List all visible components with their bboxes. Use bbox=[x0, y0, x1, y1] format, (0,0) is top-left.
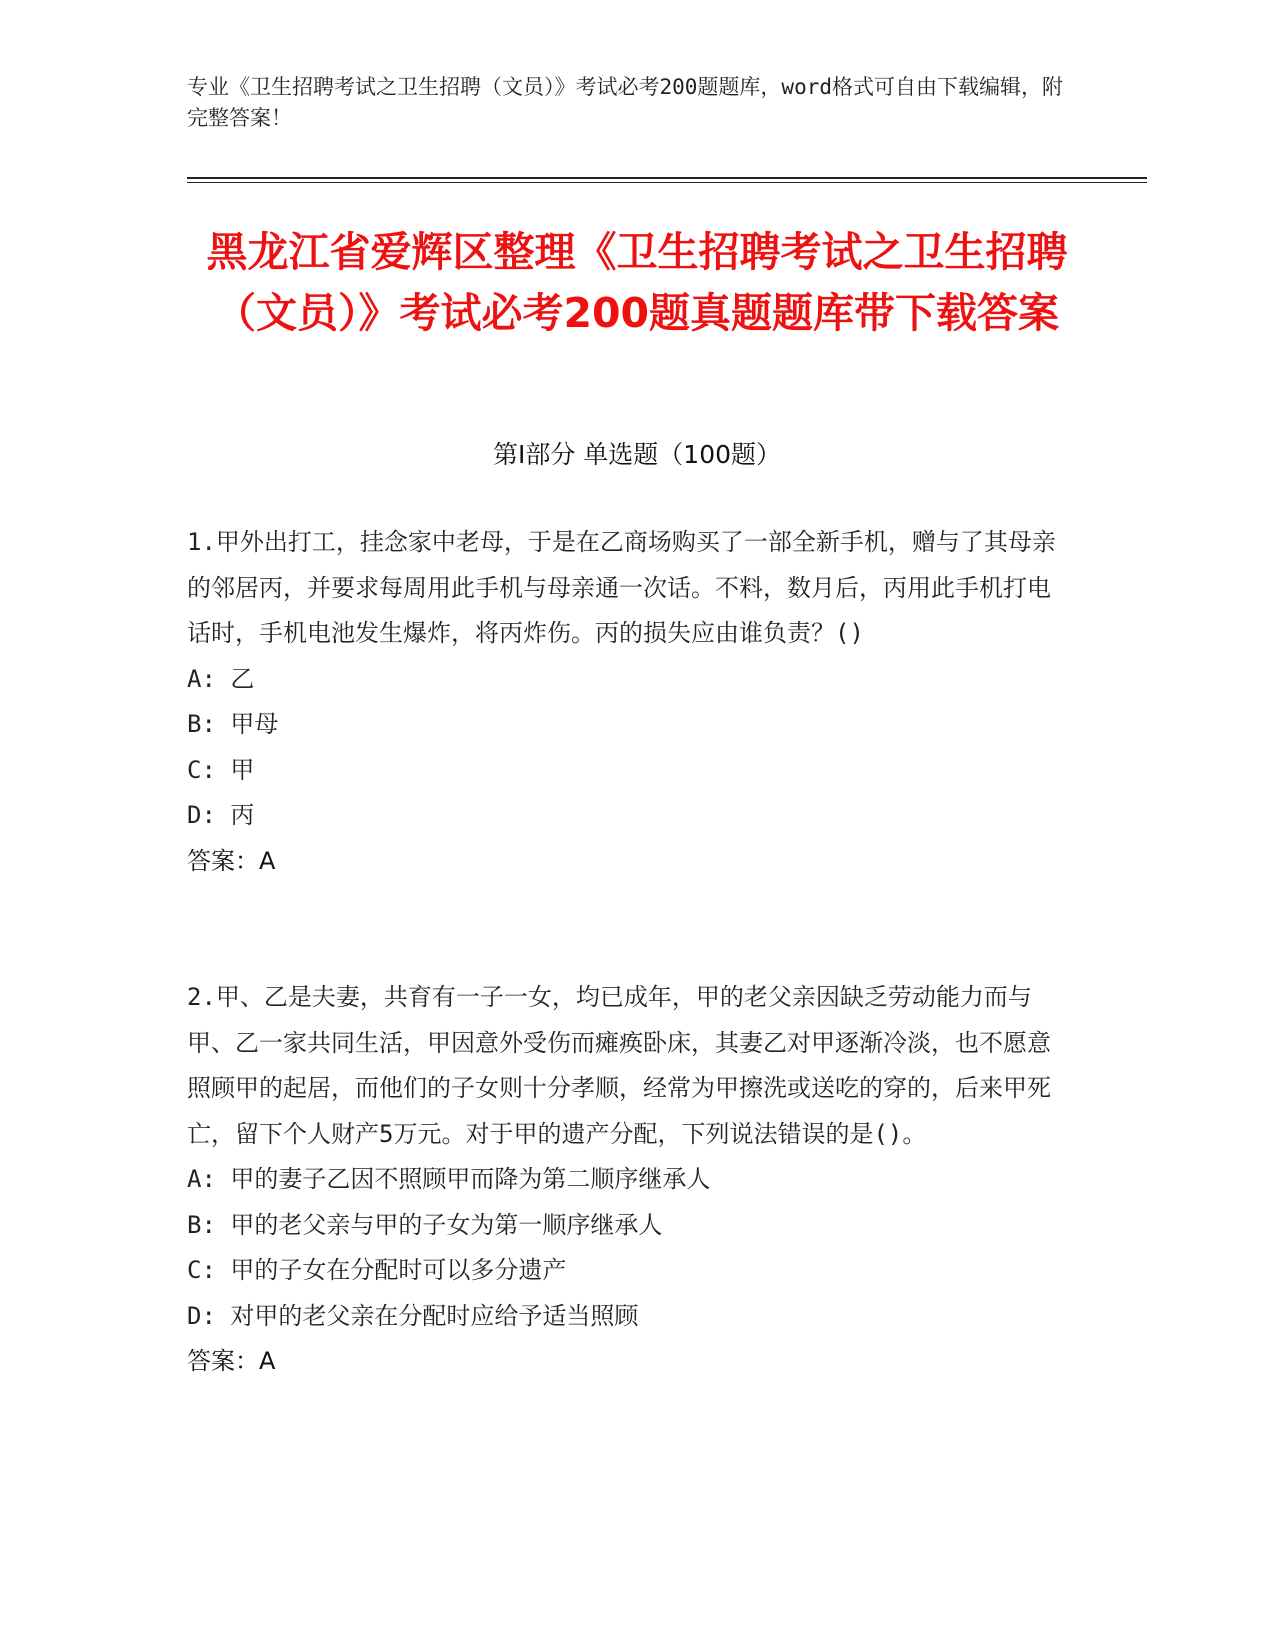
question-2 bbox=[187, 975, 1067, 1385]
option-a: A: 乙 bbox=[187, 664, 255, 693]
header-note: 专业《卫生招聘考试之卫生招聘（文员）》考试必考200题题库，word格式可自由下载编辑，附完整答案！ bbox=[187, 75, 1063, 130]
option-b: B: 甲的老父亲与甲的子女为第一顺序继承人 bbox=[187, 1210, 663, 1239]
answer: 答案：A bbox=[187, 846, 276, 875]
option-b: B: 甲母 bbox=[187, 710, 279, 738]
question-1 bbox=[187, 520, 1067, 884]
document-title: 黑龙江省爱辉区整理《卫生招聘考试之卫生招聘（文员）》考试必考200题真题题库带下载答案 bbox=[206, 228, 1068, 337]
answer: 答案：A bbox=[187, 1347, 276, 1375]
header-divider-thick bbox=[187, 177, 1147, 179]
option-c: C: 甲的子女在分配时可以多分遗产 bbox=[187, 1256, 567, 1284]
header-divider-thin bbox=[187, 182, 1147, 183]
option-c: C: 甲 bbox=[187, 755, 255, 784]
question-stem: 2.甲、乙是夫妻，共育有一子一女，均已成年，甲的老父亲因缺乏劳动能力而与甲、乙一家共同生活，甲因意外受伤而瘫痪卧床，其妻乙对甲逐渐冷淡，也不愿意照顾甲的起居，而他们的子女则十分孝顺，经常为甲擦洗或送吃的穿的，后来甲死亡，留下个人财产5万元。对于甲的遗产分配，下列说法错误的是()。 bbox=[187, 983, 1051, 1148]
section-title: 第Ⅰ部分 单选题（100题） bbox=[492, 440, 782, 469]
option-d: D: 对甲的老父亲在分配时应给予适当照顾 bbox=[187, 1301, 639, 1330]
option-d: D: 丙 bbox=[187, 801, 255, 829]
option-a: A: 甲的妻子乙因不照顾甲而降为第二顺序继承人 bbox=[187, 1165, 711, 1193]
question-stem: 1.甲外出打工，挂念家中老母，于是在乙商场购买了一部全新手机，赠与了其母亲的邻居丙，并要求每周用此手机与母亲通一次话。不料，数月后，丙用此手机打电话时，手机电池发生爆炸，将丙炸伤。丙的损失应由谁负责？() bbox=[187, 528, 1056, 647]
